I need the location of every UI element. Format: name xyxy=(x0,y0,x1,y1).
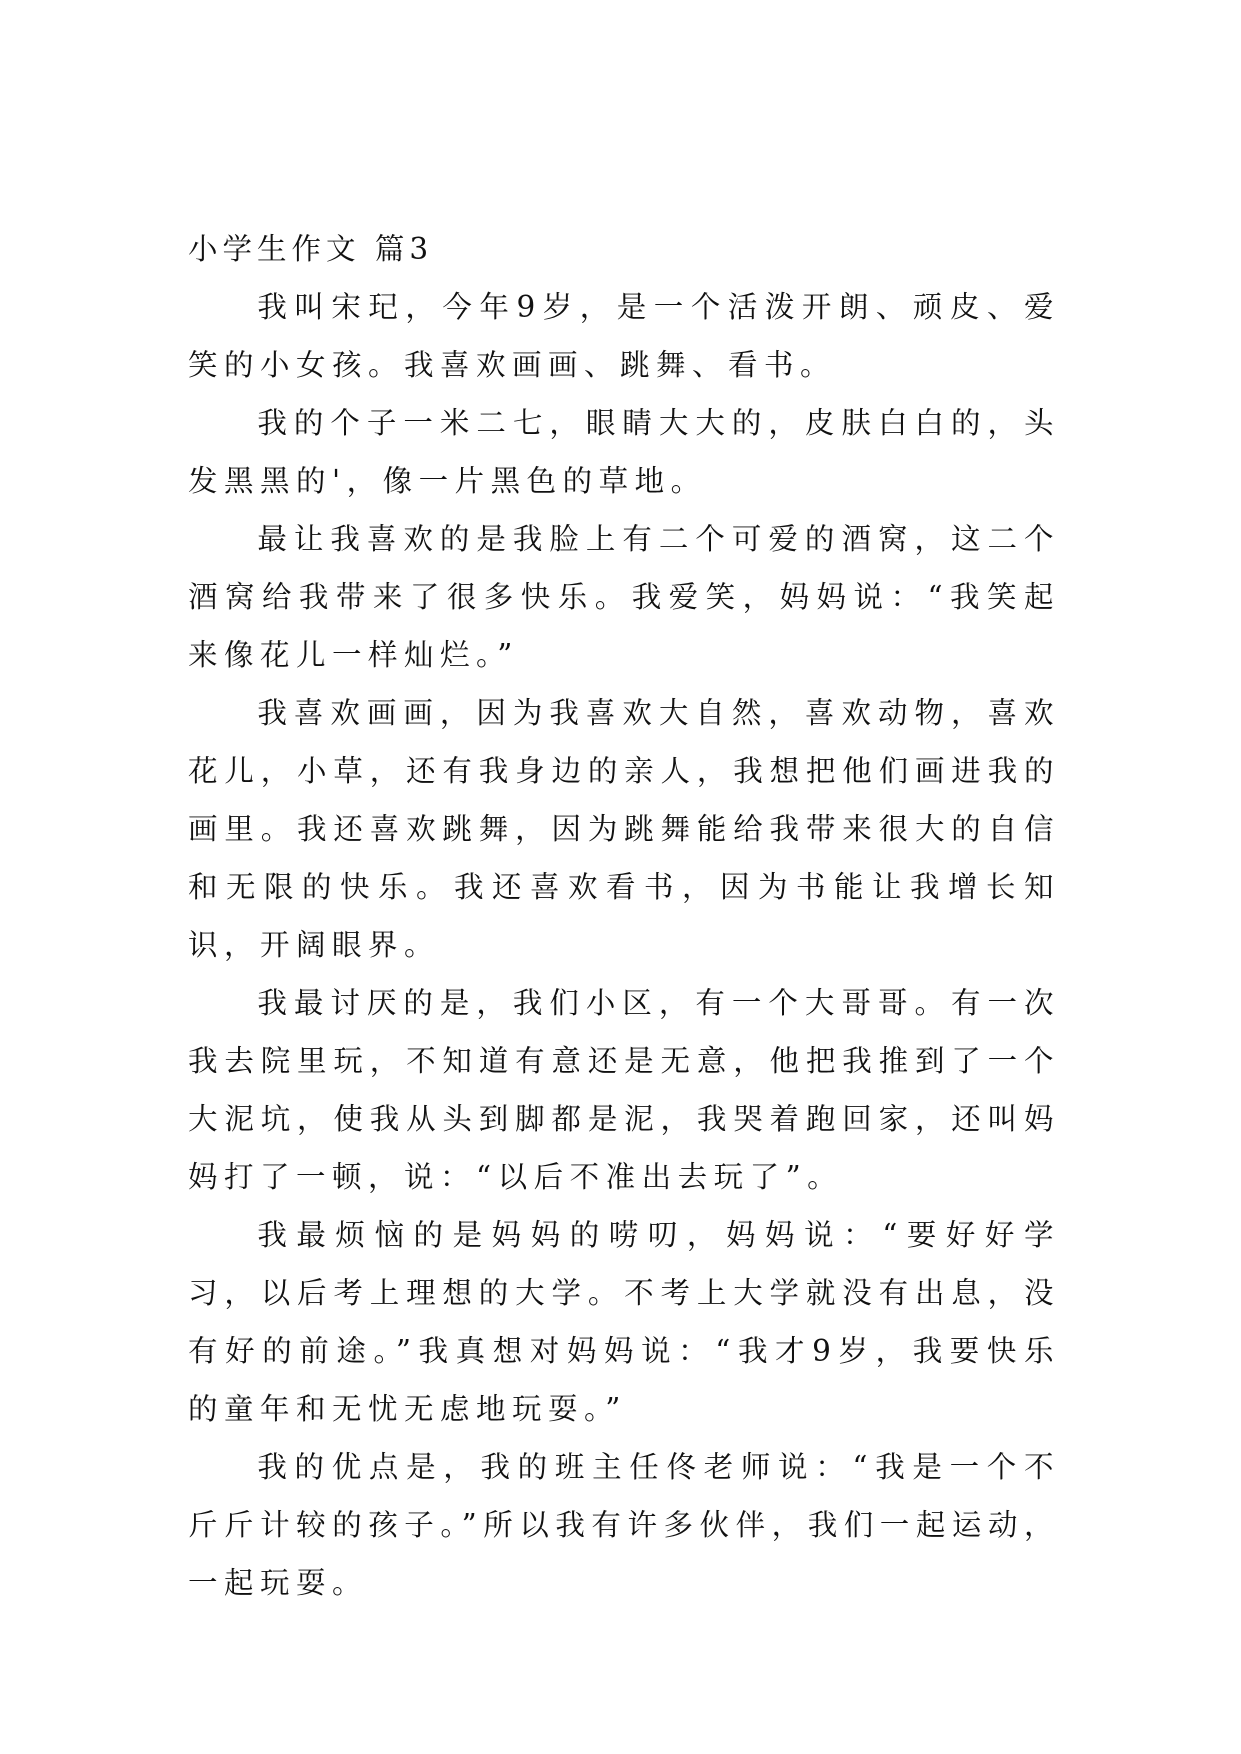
paragraph-4: 我喜欢画画，因为我喜欢大自然，喜欢动物，喜欢花儿，小草，还有我身边的亲人，我想把他们画进我的画里。我还喜欢跳舞，因为跳舞能给我带来很大的自信和无限的快乐。我还喜欢看书，因为书能让我增长知识，开阔眼界。 xyxy=(188,696,1060,962)
paragraph-6: 我最烦恼的是妈妈的唠叨，妈妈说：“要好好学习，以后考上理想的大学。不考上大学就没有出息，没有好的前途。”我真想对妈妈说：“我才9岁，我要快乐的童年和无忧无虑地玩耍。” xyxy=(188,1218,1060,1426)
document-title: 小学生作文 篇3 xyxy=(188,232,434,266)
paragraph-7: 我的优点是，我的班主任佟老师说：“我是一个不斤斤计较的孩子。”所以我有许多伙伴，我们一起运动，一起玩耍。 xyxy=(188,1450,1060,1600)
paragraph-2: 我的个子一米二七，眼睛大大的，皮肤白白的，头发黑黑的'，像一片黑色的草地。 xyxy=(188,406,1060,498)
paragraph-5: 我最讨厌的是，我们小区，有一个大哥哥。有一次我去院里玩，不知道有意还是无意，他把我推到了一个大泥坑，使我从头到脚都是泥，我哭着跑回家，还叫妈妈打了一顿，说：“以后不准出去玩了”。 xyxy=(188,986,1060,1194)
document-body xyxy=(188,220,1060,1612)
paragraph-1: 我叫宋玘，今年9岁，是一个活泼开朗、顽皮、爱笑的小女孩。我喜欢画画、跳舞、看书。 xyxy=(188,290,1060,382)
paragraph-3: 最让我喜欢的是我脸上有二个可爱的酒窝，这二个酒窝给我带来了很多快乐。我爱笑，妈妈说：“我笑起来像花儿一样灿烂。” xyxy=(188,522,1060,672)
